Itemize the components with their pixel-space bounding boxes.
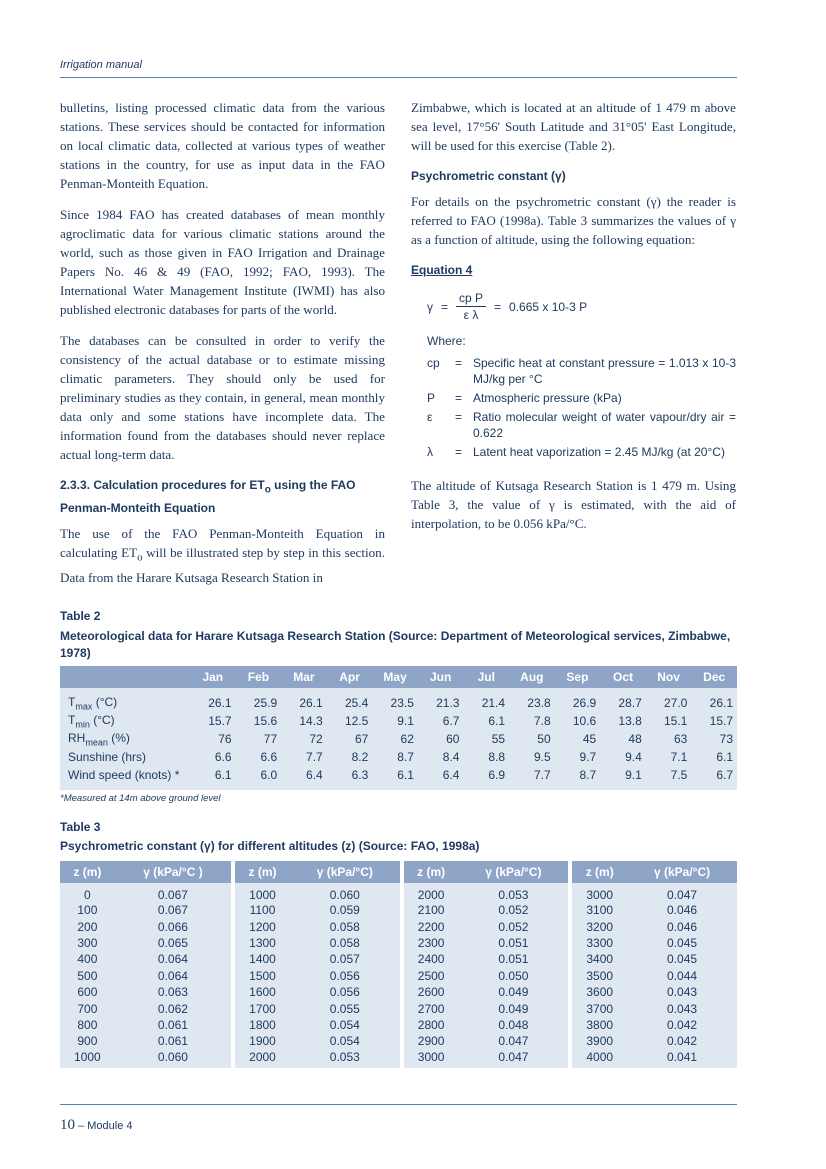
gamma-cell: 0.045 (627, 951, 737, 967)
gamma-cell: 0.052 (459, 902, 569, 918)
data-cell: 6.7 (442, 714, 460, 728)
data-cell: 21.4 (481, 696, 506, 710)
month-header: Jan (190, 666, 236, 688)
data-cell: 45 (582, 732, 597, 746)
data-cell: 6.9 (488, 768, 506, 782)
gamma-cell: 0.042 (627, 1033, 737, 1049)
altitude-cell: 200 (60, 918, 115, 934)
gamma-cell: 0.058 (290, 935, 400, 951)
month-header: Jun (418, 666, 464, 688)
section-heading-text-b: using the FAO Penman-Monteith Equation (60, 478, 356, 516)
altitude-cell: 2800 (404, 1017, 459, 1033)
altitude-cell: 1800 (235, 1017, 290, 1033)
table3-label: Table 3 (60, 820, 101, 834)
altitude-cell: 1400 (235, 951, 290, 967)
data-cell: 6.1 (214, 768, 232, 782)
page-footer (60, 1117, 133, 1134)
table2-caption: Meteorological data for Harare Kutsaga Research Station (Source: Department of Meteorological services, Zimbabwe, 1978) (60, 629, 731, 660)
definition-equals: = (455, 356, 463, 370)
data-cell: 15.7 (208, 714, 232, 728)
gamma-cell: 0.064 (115, 951, 231, 967)
altitude-cell: 3500 (572, 968, 627, 984)
data-cell: 26.1 (299, 696, 323, 710)
footer-divider (60, 1104, 737, 1105)
gamma-cell: 0.057 (290, 951, 400, 967)
altitude-header: z (m) (60, 861, 115, 883)
data-cell: 6.4 (306, 768, 323, 782)
gamma-cell: 0.061 (115, 1033, 231, 1049)
month-header: Apr (327, 666, 373, 688)
definition-symbol: P (427, 391, 436, 405)
table-row (60, 730, 737, 748)
gamma-cell: 0.054 (290, 1017, 400, 1033)
row-label: Wind speed (knots) * (68, 768, 180, 782)
data-cell: 50 (537, 732, 551, 746)
data-cell: 21.3 (436, 696, 460, 710)
gamma-cell: 0.060 (290, 883, 400, 902)
data-cell: 8.7 (579, 768, 597, 782)
gamma-cell: 0.063 (115, 984, 231, 1000)
gamma-cell: 0.058 (290, 918, 400, 934)
right-paragraph-2: For details on the psychrometric constant (γ) the reader is referred to FAO (1998a). Table 3 summarizes the values of γ as a function of altitude, using the following equation: (411, 194, 736, 247)
definition-text: Atmospheric pressure (kPa) (473, 391, 622, 405)
altitude-cell: 100 (60, 902, 115, 918)
data-cell: 15.7 (709, 714, 733, 728)
gamma-header: γ (kPa/°C) (459, 861, 569, 883)
altitude-cell: 2200 (404, 918, 459, 934)
data-cell: 9.1 (625, 768, 642, 782)
altitude-cell: 2900 (404, 1033, 459, 1049)
altitude-cell: 4000 (572, 1050, 627, 1068)
data-cell: 48 (628, 732, 642, 746)
altitude-header: z (m) (572, 861, 627, 883)
gamma-cell: 0.050 (459, 968, 569, 984)
altitude-cell: 3900 (572, 1033, 627, 1049)
altitude-cell: 1500 (235, 968, 290, 984)
page-number: 10 (60, 1117, 75, 1133)
gamma-header: γ (kPa/°C) (627, 861, 737, 883)
left-paragraph-2: Since 1984 FAO has created databases of mean monthly agroclimatic data for various climatic stations around the world, such as those given in FAO Irrigation and Drainage Papers No. 46 & 49 (FAO, 1992; FAO, 1993). The International Water Management Institute (IWMI) has also published electronic databases for parts of the world. (60, 207, 385, 317)
equation-where: Where: (427, 334, 466, 348)
table2-footnote: *Measured at 14m above ground level (60, 793, 221, 804)
gamma-cell: 0.054 (290, 1033, 400, 1049)
left-paragraph-3: The databases can be consulted in order to verify the consistency of the actual database or to estimate missing climatic parameters. They should only be used for preliminary studies as they contain, in general, mean monthly data only and some stations have incomplete data. The information found from the databases should never replace actual long-term data. (60, 333, 385, 462)
data-cell: 28.7 (618, 696, 642, 710)
row-label: Sunshine (hrs) (68, 750, 147, 764)
gamma-cell: 0.049 (459, 1000, 569, 1016)
equation-main (427, 290, 736, 323)
gamma-cell: 0.060 (115, 1050, 231, 1068)
altitude-cell: 300 (60, 935, 115, 951)
section-heading-text-a: 2.3.3. Calculation procedures for ET (60, 478, 265, 492)
month-header: Aug (509, 666, 555, 688)
data-cell: 62 (400, 732, 414, 746)
altitude-cell: 600 (60, 984, 115, 1000)
table2-label: Table 2 (60, 609, 101, 623)
gamma-cell: 0.047 (459, 1033, 569, 1049)
data-cell: 26.1 (208, 696, 232, 710)
table-row (60, 968, 737, 984)
definition-symbol: cp (427, 356, 440, 370)
data-cell: 6.1 (397, 768, 414, 782)
month-header: Mar (281, 666, 327, 688)
gamma-cell: 0.056 (290, 984, 400, 1000)
definition-text: Specific heat at constant pressure = 1.013 x 10-3 MJ/kg per °C (473, 356, 736, 386)
gamma-cell: 0.045 (627, 935, 737, 951)
equation-denominator: ε λ (463, 308, 479, 322)
right-paragraph-3: The altitude of Kutsaga Research Station is 1 479 m. Using Table 3, the value of γ is estimated, with the aid of interpolation, to be 0.056 kPa/°C. (411, 478, 736, 531)
table2-corner-cell (60, 666, 190, 688)
data-cell: 12.5 (344, 714, 369, 728)
altitude-cell: 1200 (235, 918, 290, 934)
table-row (60, 935, 737, 951)
gamma-cell: 0.041 (627, 1050, 737, 1068)
data-cell: 6.7 (716, 768, 733, 782)
altitude-cell: 2000 (235, 1050, 290, 1068)
equation-label: Equation 4 (411, 263, 473, 277)
gamma-cell: 0.046 (627, 918, 737, 934)
right-paragraph-1: Zimbabwe, which is located at an altitude of 1 479 m above sea level, 17°56' South Latitude and 31°05' East Longitude, will be used for this exercise (Table 2). (411, 100, 736, 153)
data-cell: 7.1 (670, 750, 688, 764)
altitude-cell: 500 (60, 968, 115, 984)
table3-header-row (60, 861, 737, 883)
data-cell: 9.5 (533, 750, 551, 764)
altitude-cell: 1000 (60, 1050, 115, 1068)
gamma-cell: 0.044 (627, 968, 737, 984)
data-cell: 63 (674, 732, 688, 746)
definition-symbol: λ (427, 445, 433, 459)
altitude-cell: 1300 (235, 935, 290, 951)
table-row (60, 1050, 737, 1068)
definition-row (427, 390, 736, 406)
left-paragraph-4-b: will be illustrated step by step in this section. Data from the Harare Kutsaga Research Station in (60, 545, 385, 585)
altitude-cell: 2600 (404, 984, 459, 1000)
left-column (60, 98, 385, 599)
data-cell: 67 (354, 732, 369, 746)
altitude-cell: 2700 (404, 1000, 459, 1016)
data-cell: 6.1 (488, 714, 506, 728)
gamma-cell: 0.047 (459, 1050, 569, 1068)
table-row (60, 748, 737, 766)
altitude-cell: 700 (60, 1000, 115, 1016)
section-heading-sub: o (264, 484, 271, 496)
altitude-cell: 3300 (572, 935, 627, 951)
data-cell: 6.3 (351, 768, 369, 782)
psychrometric-heading: Psychrometric constant (γ) (411, 169, 566, 183)
gamma-cell: 0.046 (627, 902, 737, 918)
data-cell: 26.9 (572, 696, 597, 710)
row-label: $RH_{mean}$ (%) (68, 730, 130, 748)
data-cell: 15.6 (253, 714, 278, 728)
data-cell: 77 (263, 732, 278, 746)
data-cell: 7.5 (670, 768, 688, 782)
data-cell: 10.6 (572, 714, 597, 728)
table-row (60, 918, 737, 934)
running-header: Irrigation manual (60, 59, 142, 71)
altitude-cell: 2500 (404, 968, 459, 984)
right-column (411, 98, 736, 545)
data-cell: 27.0 (664, 696, 688, 710)
definition-row (427, 444, 736, 460)
month-header: May (372, 666, 418, 688)
row-label: $T_{max}$ (°C) (68, 694, 118, 712)
data-cell: 6.6 (260, 750, 278, 764)
left-paragraph-4-sub: o (137, 552, 143, 564)
altitude-header: z (m) (235, 861, 290, 883)
table-row (60, 1000, 737, 1016)
data-cell: 23.8 (527, 696, 551, 710)
equation-rhs: 0.665 x 10-3 P (509, 299, 588, 314)
left-paragraph-4-a: The use of the FAO Penman-Monteith Equation in calculating ET (60, 526, 385, 561)
gamma-cell: 0.055 (290, 1000, 400, 1016)
row-label: $T_{min}$ (°C) (68, 712, 115, 730)
data-cell: 7.7 (533, 768, 551, 782)
altitude-header: z (m) (404, 861, 459, 883)
definition-equals: = (455, 445, 463, 459)
gamma-cell: 0.066 (115, 918, 231, 934)
altitude-cell: 800 (60, 1017, 115, 1033)
table2-header-row (60, 666, 737, 688)
altitude-cell: 3800 (572, 1017, 627, 1033)
data-cell: 76 (218, 732, 232, 746)
altitude-cell: 3200 (572, 918, 627, 934)
gamma-cell: 0.059 (290, 902, 400, 918)
altitude-cell: 3000 (572, 883, 627, 902)
data-cell: 6.0 (260, 768, 278, 782)
altitude-cell: 1100 (235, 902, 290, 918)
data-cell: 25.4 (344, 696, 369, 710)
gamma-cell: 0.042 (627, 1017, 737, 1033)
data-cell: 25.9 (253, 696, 278, 710)
data-cell: 73 (719, 732, 733, 746)
definition-text: Ratio molecular weight of water vapour/dry air = 0.622 (473, 410, 736, 440)
definition-symbol: ε (427, 410, 433, 424)
data-cell: 15.1 (664, 714, 688, 728)
equation-numerator: cp P (456, 290, 486, 307)
meteorological-data-table (60, 666, 737, 790)
altitude-cell: 3000 (404, 1050, 459, 1068)
equation-lhs: γ (427, 299, 433, 314)
definition-equals: = (455, 391, 463, 405)
data-cell: 7.7 (306, 750, 323, 764)
table-row (60, 984, 737, 1000)
data-cell: 23.5 (390, 696, 414, 710)
definition-row (427, 409, 736, 441)
altitude-cell: 2300 (404, 935, 459, 951)
data-cell: 7.8 (533, 714, 551, 728)
data-cell: 9.4 (625, 750, 642, 764)
altitude-cell: 1700 (235, 1000, 290, 1016)
gamma-cell: 0.064 (115, 968, 231, 984)
table-row (60, 1033, 737, 1049)
altitude-cell: 1000 (235, 883, 290, 902)
left-paragraph-1: bulletins, listing processed climatic data from the various stations. These services should be contacted for information on local climatic data, collected at various types of weather stations in the country, for use as input data in the FAO Penman-Monteith Equation. (60, 100, 385, 191)
altitude-cell: 3700 (572, 1000, 627, 1016)
data-cell: 9.1 (397, 714, 414, 728)
month-header: Jul (463, 666, 509, 688)
header-divider (60, 77, 737, 78)
gamma-header: γ (kPa/°C ) (115, 861, 231, 883)
data-cell: 8.7 (397, 750, 414, 764)
month-header: Dec (691, 666, 737, 688)
gamma-cell: 0.048 (459, 1017, 569, 1033)
month-header: Oct (600, 666, 646, 688)
psychrometric-constant-table (60, 861, 737, 1068)
table-row (60, 688, 737, 712)
table-row (60, 1017, 737, 1033)
equation-equals-1: = (441, 299, 449, 314)
table-row (60, 766, 737, 790)
data-cell: 6.4 (442, 768, 460, 782)
altitude-cell: 900 (60, 1033, 115, 1049)
data-cell: 72 (309, 732, 323, 746)
footer-separator: – (78, 1120, 85, 1132)
data-cell: 26.1 (709, 696, 733, 710)
data-cell: 55 (491, 732, 506, 746)
definition-equals: = (455, 410, 463, 424)
equation-block (411, 290, 736, 460)
data-cell: 8.2 (351, 750, 369, 764)
gamma-cell: 0.062 (115, 1000, 231, 1016)
gamma-cell: 0.053 (290, 1050, 400, 1068)
left-paragraph-4 (60, 524, 385, 587)
table-row (60, 902, 737, 918)
gamma-cell: 0.067 (115, 902, 231, 918)
data-cell: 8.8 (488, 750, 506, 764)
altitude-cell: 400 (60, 951, 115, 967)
table-row (60, 951, 737, 967)
equation-fraction (456, 290, 486, 323)
gamma-cell: 0.049 (459, 984, 569, 1000)
altitude-cell: 2000 (404, 883, 459, 902)
gamma-cell: 0.051 (459, 935, 569, 951)
altitude-cell: 3600 (572, 984, 627, 1000)
gamma-cell: 0.065 (115, 935, 231, 951)
gamma-cell: 0.056 (290, 968, 400, 984)
definition-text: Latent heat vaporization = 2.45 MJ/kg (at 20°C) (473, 445, 725, 459)
section-heading (60, 476, 385, 518)
altitude-cell: 1900 (235, 1033, 290, 1049)
table-row (60, 883, 737, 902)
gamma-cell: 0.067 (115, 883, 231, 902)
month-header: Sep (555, 666, 601, 688)
gamma-cell: 0.053 (459, 883, 569, 902)
table-row (60, 712, 737, 730)
gamma-cell: 0.047 (627, 883, 737, 902)
table3-caption: Psychrometric constant (γ) for different altitudes (z) (Source: FAO, 1998a) (60, 839, 480, 853)
altitude-cell: 0 (60, 883, 115, 902)
altitude-cell: 2100 (404, 902, 459, 918)
gamma-header: γ (kPa/°C) (290, 861, 400, 883)
gamma-cell: 0.052 (459, 918, 569, 934)
gamma-cell: 0.051 (459, 951, 569, 967)
definition-row (427, 355, 736, 387)
data-cell: 9.7 (579, 750, 597, 764)
altitude-cell: 3100 (572, 902, 627, 918)
data-cell: 6.6 (214, 750, 232, 764)
altitude-cell: 2400 (404, 951, 459, 967)
data-cell: 6.1 (716, 750, 733, 764)
data-cell: 14.3 (299, 714, 323, 728)
gamma-cell: 0.061 (115, 1017, 231, 1033)
equation-equals-2: = (494, 299, 502, 314)
data-cell: 60 (446, 732, 460, 746)
gamma-cell: 0.043 (627, 1000, 737, 1016)
month-header: Feb (236, 666, 282, 688)
altitude-cell: 3400 (572, 951, 627, 967)
altitude-cell: 1600 (235, 984, 290, 1000)
month-header: Nov (646, 666, 692, 688)
data-cell: 13.8 (618, 714, 642, 728)
footer-module: Module 4 (87, 1120, 133, 1132)
data-cell: 8.4 (442, 750, 460, 764)
gamma-cell: 0.043 (627, 984, 737, 1000)
